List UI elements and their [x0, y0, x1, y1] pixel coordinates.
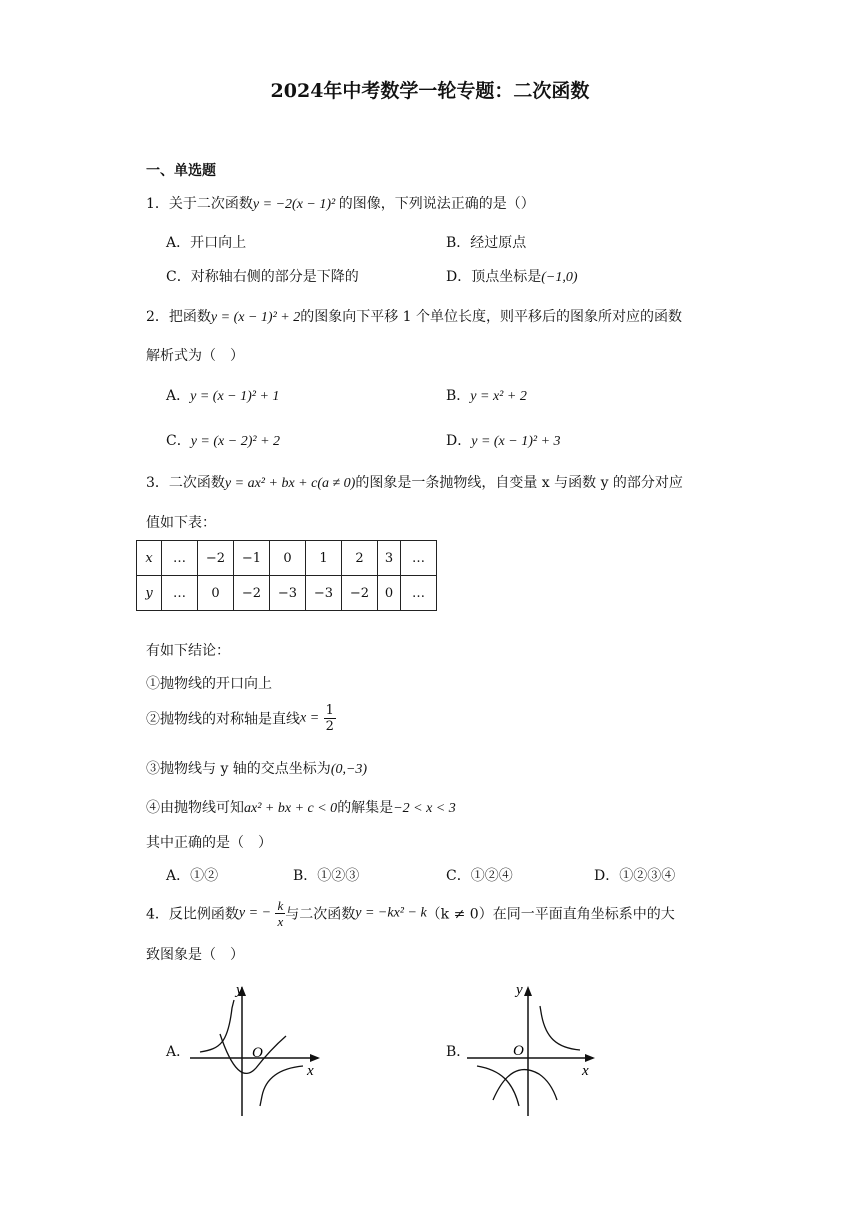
q2-option-a-formula: y = (x − 1)² + 1	[190, 389, 280, 404]
q3-option-c[interactable]: C．①②④	[446, 868, 513, 884]
q1-option-b[interactable]: B．经过原点	[446, 235, 527, 251]
table-cell: −3	[270, 576, 306, 611]
q4-f1-fraction	[275, 898, 285, 929]
table-cell: …	[162, 576, 198, 611]
x-axis-arrow	[585, 1054, 595, 1062]
fraction-denominator: 2	[325, 719, 334, 734]
q4-f1-pre: y = −	[238, 905, 272, 921]
table-cell: …	[401, 576, 437, 611]
q3-conclusion-3	[146, 758, 367, 778]
q4-stem-line2: 致图象是（ ）	[146, 947, 244, 963]
q3-stem-line2: 值如下表：	[146, 515, 216, 531]
q2-formula: y = (x − 1)² + 2	[210, 310, 301, 325]
hyperbola-upper-branch	[540, 1006, 580, 1050]
q2-option-b-formula: y = x² + 2	[470, 389, 527, 404]
q3-option-b[interactable]: B．①②③	[293, 868, 360, 884]
q1-option-d-label: D．顶点坐标是	[446, 269, 542, 285]
table-cell: 2	[342, 541, 378, 576]
table-cell: 0	[378, 576, 401, 611]
q2-stem-line2: 解析式为（ ）	[146, 348, 244, 364]
q3-c3-text: ③抛物线与 y 轴的交点坐标为	[146, 761, 331, 777]
q3-option-a[interactable]: A．①②	[166, 868, 219, 884]
q3-question: 其中正确的是（ ）	[146, 835, 272, 851]
x-axis-label: x	[307, 1063, 314, 1079]
page-title: 2024年中考数学一轮专题：二次函数	[270, 80, 590, 102]
table-cell: 0	[270, 541, 306, 576]
q4-stem-pre: 4．反比例函数	[146, 906, 239, 923]
q1-stem-post: 的图像，下列说法正确的是（）	[338, 196, 535, 212]
q3-conclusion-1: ①抛物线的开口向上	[146, 676, 272, 692]
section-heading: 一、单选题	[146, 163, 216, 179]
q2-option-c-formula: y = (x − 2)² + 2	[190, 434, 281, 449]
hyperbola-upper-branch	[200, 1000, 234, 1052]
fraction-denominator: x	[277, 914, 284, 929]
table-cell: x	[137, 541, 162, 576]
q1-formula: y = −2(x − 1)²	[252, 197, 339, 212]
table-cell: y	[137, 576, 162, 611]
q1-option-a[interactable]: A．开口向上	[166, 235, 247, 251]
table-cell: 3	[378, 541, 401, 576]
origin-label: O	[252, 1045, 263, 1061]
q4-f2: y = −kx² − k	[355, 905, 427, 921]
question-4-stem	[146, 898, 675, 929]
origin-label: O	[513, 1043, 524, 1059]
q2-option-c[interactable]	[166, 430, 280, 450]
q3-c4-formula: ax² + bx + c < 0	[244, 801, 338, 816]
q4-option-a-graph[interactable]	[190, 978, 330, 1118]
q2-option-a[interactable]	[166, 385, 279, 405]
value-table	[136, 540, 437, 611]
q1-option-c[interactable]: C．对称轴右侧的部分是下降的	[166, 269, 359, 285]
question-1-stem	[146, 193, 535, 213]
q3-c2-fraction	[324, 703, 336, 734]
q3-conclusions-intro: 有如下结论：	[146, 643, 230, 659]
q4-option-b-graph[interactable]	[465, 978, 605, 1118]
x-axis-arrow	[310, 1054, 320, 1062]
table-cell: −2	[234, 576, 270, 611]
q4-cond: （k ≠ 0）	[426, 906, 493, 923]
table-row	[137, 576, 437, 611]
q3-stem-post: 的图象是一条抛物线，自变量 x 与函数 y 的部分对应	[355, 475, 683, 491]
fraction-numerator: k	[277, 898, 284, 913]
table-row	[137, 541, 437, 576]
q4-option-b-label[interactable]: B．	[446, 1044, 471, 1060]
table-cell: −3	[306, 576, 342, 611]
q2-stem-pre: 2．把函数	[146, 309, 211, 325]
fraction-numerator: 1	[325, 703, 334, 718]
q1-option-d[interactable]	[446, 266, 578, 286]
q4-option-a-label[interactable]: A．	[166, 1044, 191, 1060]
q1-option-d-formula: (−1,0)	[541, 270, 578, 285]
table-cell: −1	[234, 541, 270, 576]
hyperbola-lower-branch	[477, 1066, 519, 1106]
q3-conclusion-2	[146, 703, 336, 734]
q4-stem-post: 在同一平面直角坐标系中的大	[492, 906, 675, 923]
q1-stem-pre: 1．关于二次函数	[146, 196, 253, 212]
y-axis-label: y	[516, 982, 523, 998]
y-axis-label: y	[236, 982, 243, 998]
q4-mid: 与二次函数	[285, 906, 356, 923]
q3-c4-formula2: −2 < x < 3	[393, 801, 456, 816]
table-cell: −2	[198, 541, 234, 576]
q3-c4-mid: 的解集是	[337, 800, 394, 816]
q2-option-c-label: C．	[166, 433, 191, 449]
q3-c2-var: x =	[300, 710, 320, 726]
q2-option-d[interactable]	[446, 430, 561, 450]
table-cell: 1	[306, 541, 342, 576]
q2-option-a-label: A．	[166, 388, 191, 404]
q2-option-d-label: D．	[446, 433, 472, 449]
table-cell: 0	[198, 576, 234, 611]
q3-stem-pre: 3．二次函数	[146, 475, 225, 491]
table-cell: −2	[342, 576, 378, 611]
q3-conclusion-4	[146, 797, 456, 817]
q2-option-b-label: B．	[446, 388, 471, 404]
question-2-stem	[146, 306, 682, 326]
table-cell: …	[162, 541, 198, 576]
q3-option-d[interactable]: D．①②③④	[594, 868, 676, 884]
x-axis-label: x	[582, 1063, 589, 1079]
q3-c4-text: ④由抛物线可知	[146, 800, 244, 816]
y-axis-arrow	[524, 986, 532, 996]
q2-option-b[interactable]	[446, 385, 527, 405]
q3-c2-text: ②抛物线的对称轴是直线	[146, 711, 300, 728]
q2-stem-post: 的图象向下平移 1 个单位长度，则平移后的图象所对应的函数	[300, 309, 683, 325]
parabola	[493, 1070, 557, 1100]
hyperbola-lower-branch	[260, 1066, 303, 1106]
q3-formula: y = ax² + bx + c(a ≠ 0)	[224, 476, 356, 491]
question-3-stem	[146, 472, 683, 492]
q3-c3-formula: (0,−3)	[330, 762, 368, 777]
q2-option-d-formula: y = (x − 1)² + 3	[471, 434, 561, 449]
table-cell: …	[401, 541, 437, 576]
